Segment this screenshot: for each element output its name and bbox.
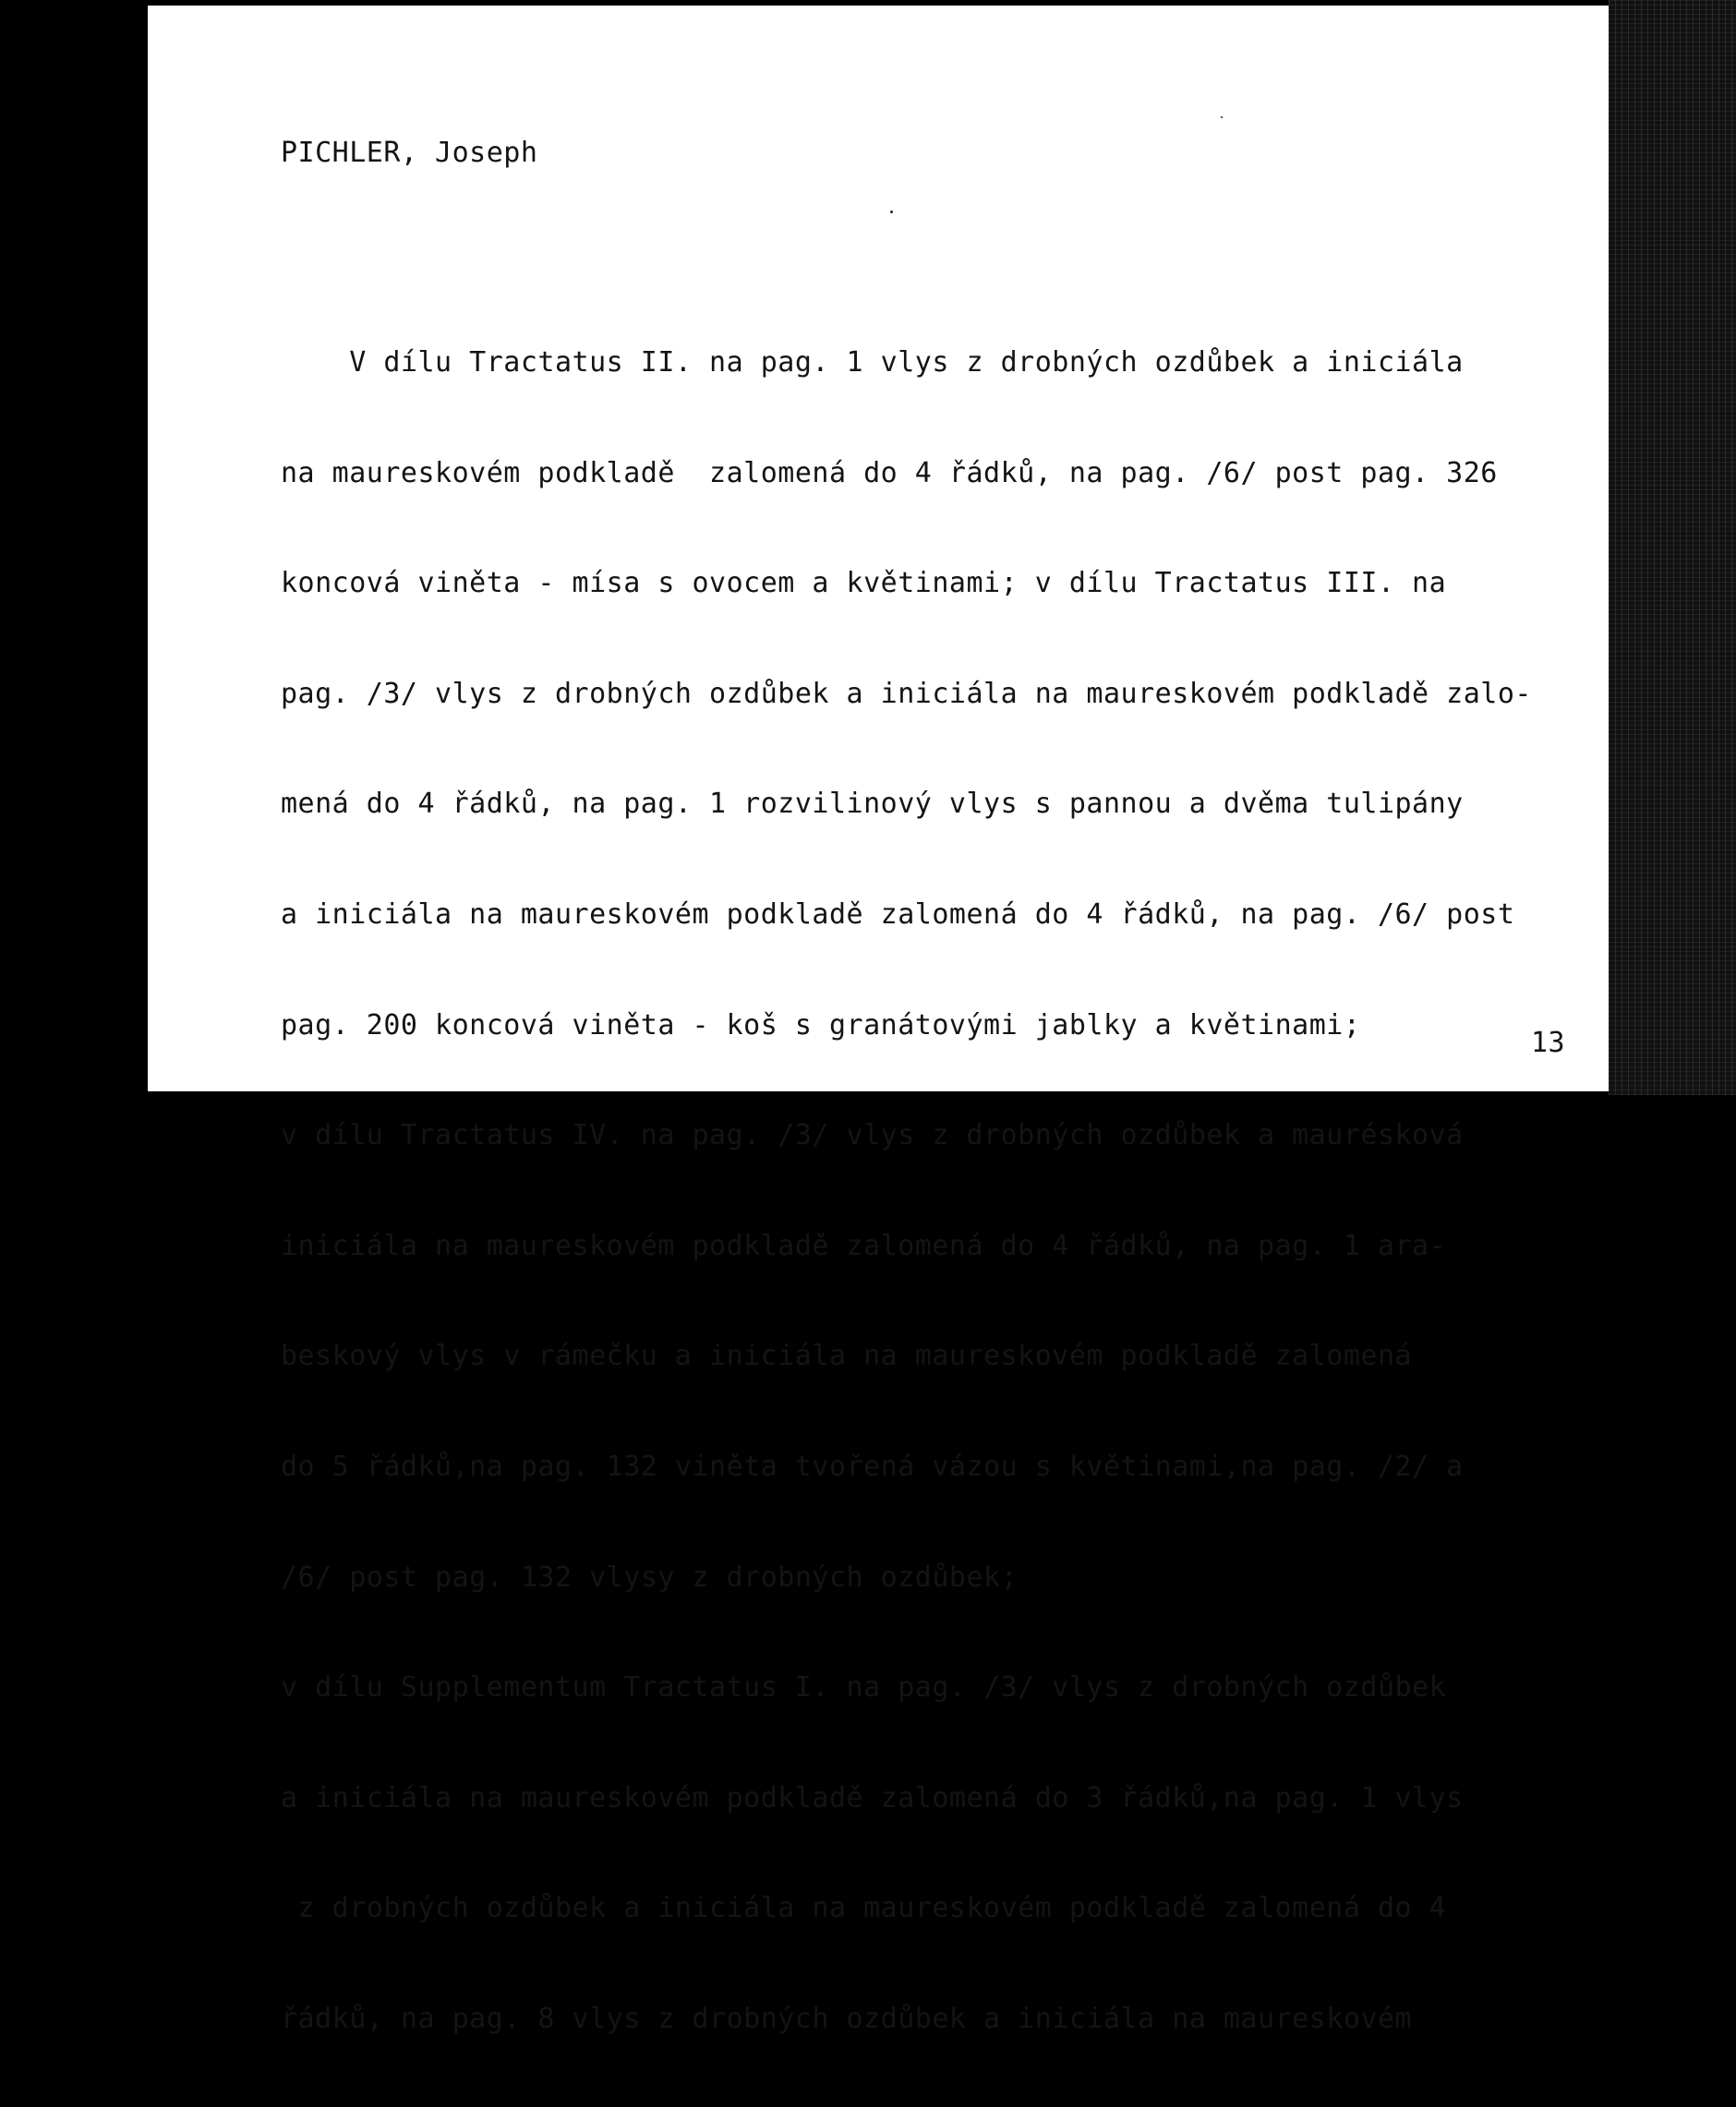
text-line: na maureskovém podkladě zalomená do 4 řádků, na pag. /6/ post pag. 326	[281, 456, 1498, 489]
dust-speck	[890, 211, 893, 213]
entry-body	[281, 275, 1532, 2107]
text-line: a iniciála na maureskovém podkladě zalomená do 3 řádků,na pag. 1 vlys	[281, 1781, 1464, 1814]
page-number: 13	[1531, 1027, 1566, 1059]
text-line: mená do 4 řádků, na pag. 1 rozvilinový vlys s pannou a dvěma tulipány	[281, 788, 1464, 821]
text-line: pag. /3/ vlys z drobných ozdůbek a iniciála na maureskovém podkladě zalo-	[281, 677, 1532, 710]
text-line: a iniciála na maureskovém podkladě zalomená do 4 řádků, na pag. /6/ post	[281, 897, 1515, 931]
text-line: v dílu Tractatus IV. na pag. /3/ vlys z drobných ozdůbek a maurésková	[281, 1119, 1464, 1152]
text-line: z drobných ozdůbek a iniciála na maureskovém podkladě zalomená do 4	[281, 1892, 1447, 1925]
paper-sheet	[148, 6, 1609, 2035]
text-line: koncová viněta - mísa s ovocem a květinami; v dílu Tractatus III. na	[281, 567, 1447, 600]
text-line: /6/ post pag. 132 vlysy z drobných ozdůbek;	[281, 1560, 1019, 1594]
text-line: v dílu Supplementum Tractatus I. na pag. /3/ vlys z drobných ozdůbek	[281, 1671, 1447, 1704]
scan-edge-strip	[1609, 0, 1736, 1095]
dust-speck	[1221, 116, 1223, 118]
text-line: do 5 řádků,na pag. 132 viněta tvořená vázou s květinami,na pag. /2/ a	[281, 1450, 1464, 1483]
text-line: V dílu Tractatus II. na pag. 1 vlys z drobných ozdůbek a iniciála	[281, 346, 1464, 379]
text-line: iniciála na maureskovém podkladě zalomená do 4 řádků, na pag. 1 ara-	[281, 1229, 1447, 1262]
text-line: beskový vlys v rámečku a iniciála na maureskovém podkladě zalomená	[281, 1340, 1413, 1373]
text-line: řádků, na pag. 8 vlys z drobných ozdůbek a iniciála na maureskovém	[281, 2002, 1413, 2035]
text-line: pag. 200 koncová viněta - koš s granátovými jablky a květinami;	[281, 1008, 1361, 1041]
entry-heading: PICHLER, Joseph	[281, 137, 538, 169]
